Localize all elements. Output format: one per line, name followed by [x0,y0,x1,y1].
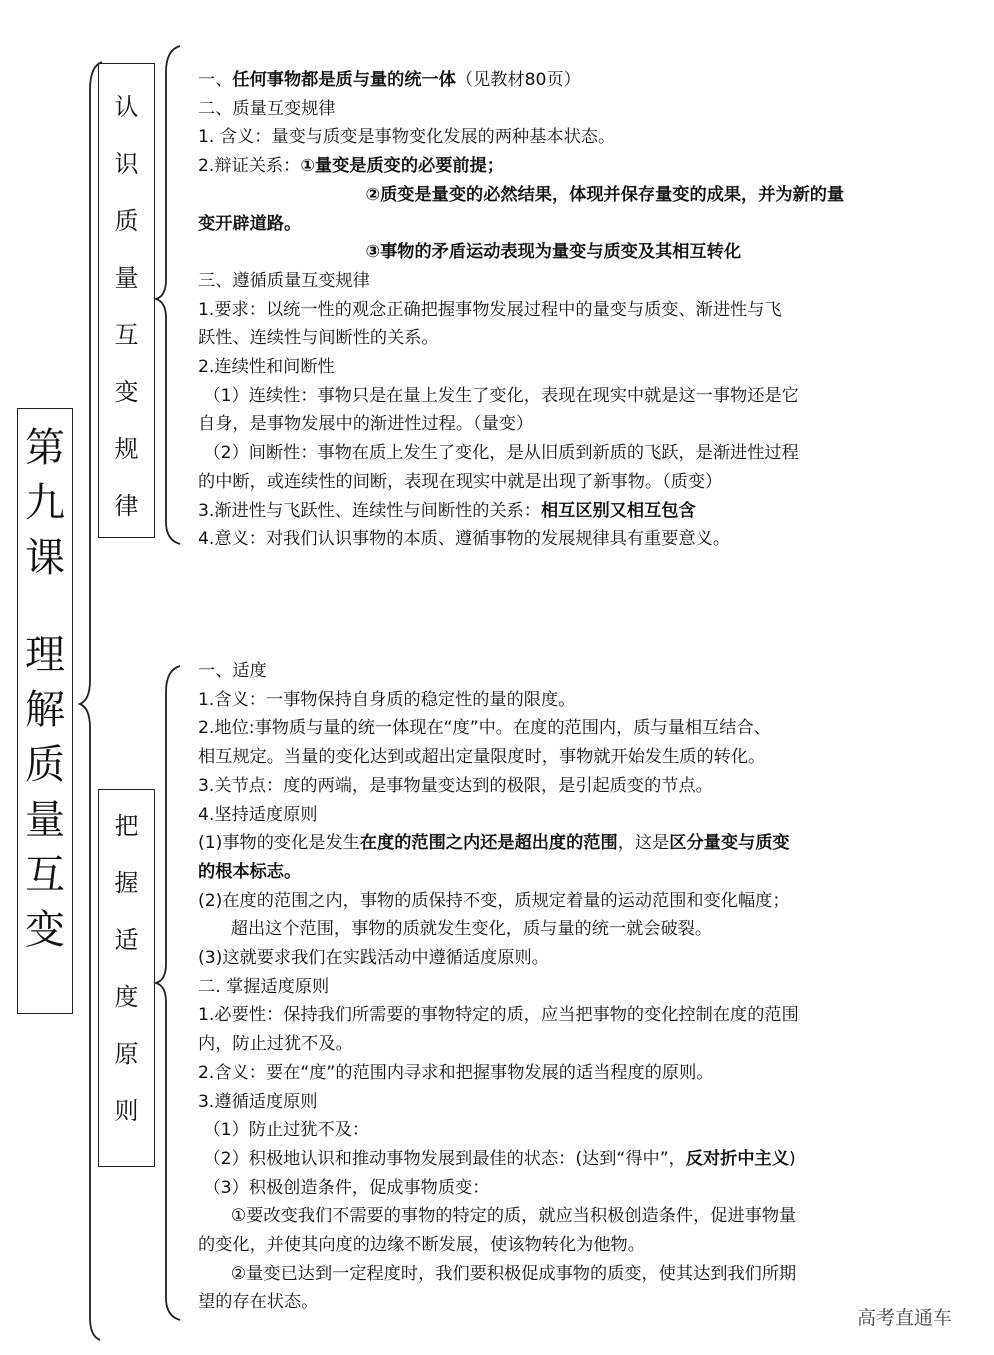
watermark-text: 高考直通车 [857,1307,953,1329]
chapter-title-char: 变 [25,907,65,953]
text: 一、适度 [198,661,267,681]
text: ，这是 [617,833,670,854]
text: （见教材80页） [455,70,581,90]
content-line [198,353,964,382]
section1-title-char: 互 [114,321,139,349]
content-line [198,915,964,944]
chapter-title-char: 互 [25,852,65,898]
content-line [198,296,964,325]
text: 望的存在状态。 [198,1292,319,1313]
text: (2)在度的范围之内，事物的质保持不变，质规定着量的运动范围和变化幅度； [198,890,790,911]
section2-title-char: 度 [114,983,139,1011]
section2-title-char: 握 [114,869,139,897]
section1-title-char: 认 [114,93,139,121]
text: 2.地位:事物质与量的统一体现在“度”中。在度的范围内，质与量相互结合、 [198,718,771,739]
section1-title-char: 律 [114,492,139,520]
text: 3.渐进性与飞跃性、连续性与间断性的关系： [198,500,541,521]
content-line [198,887,964,916]
text: 2.辩证关系： [198,156,301,177]
text: （1）防止过犹不及： [198,1120,370,1141]
content-line [198,382,964,411]
content-line [198,66,964,95]
section2-title-char: 把 [114,812,139,840]
content-line [198,772,964,801]
text: 1.必要性：保持我们所需要的事物特定的质，应当把事物的变化控制在度的范围 [198,1005,799,1026]
content-line [198,410,964,439]
content-line [198,1231,964,1260]
section2-title-box [98,789,155,1167]
text: 二、质量互变规律 [198,98,336,119]
chapter-title-char: 课 [25,535,65,581]
section1-title-char: 变 [114,378,139,406]
chapter-title-box [17,408,73,1014]
text: （2）积极地认识和推动事物发展到最佳的状态：(达到“得中”， [198,1148,686,1169]
bold-text: ③事物的矛盾运动表现为量变与质变及其相互转化 [198,242,742,263]
text: 1. 含义：量变与质变是事物变化发展的两种基本状态。 [198,127,616,148]
chapter-title-char: 九 [25,480,65,526]
content-line [198,238,964,267]
text: 二. 掌握适度原则 [198,976,330,997]
text: 1.要求：以统一性的观念正确把握事物发展过程中的量变与质变、渐进性与飞 [198,299,782,320]
bold-text: 任何事物都是质与量的统一体 [232,70,456,90]
section2-title-char: 原 [114,1040,139,1068]
text: 3.遵循适度原则 [198,1091,318,1112]
content-line [198,829,964,858]
content-line [198,714,964,743]
content-line [198,210,964,239]
content-line [198,95,964,124]
bold-text: ①量变是质变的必要前提； [300,156,504,177]
text: ②量变已达到一定程度时，我们要积极促成事物的质变，使其达到我们所期 [198,1263,797,1284]
text: 3.关节点：度的两端，是事物量变达到的极限，是引起质变的节点。 [198,775,713,796]
content-line [198,801,964,830]
text: 的变化，并使其向度的边缘不断发展，使该物转化为他物。 [198,1235,645,1256]
content-line [198,1145,964,1174]
section1-title-char: 规 [114,435,139,463]
content-line [198,686,964,715]
text: (3)这就要求我们在实践活动中遵循适度原则。 [198,948,549,969]
section1-title-box [98,63,155,538]
chapter-title-char: 第 [25,425,65,471]
text: 内，防止过犹不及。 [198,1034,353,1055]
content-line [198,439,964,468]
content-line [198,1174,964,1203]
text: 三、遵循质量互变规律 [198,270,370,291]
content-line [198,858,964,887]
content-line [198,1202,964,1231]
text: 跃性、连续性与间断性的关系。 [198,328,439,349]
content-line [198,1030,964,1059]
content-line [198,1001,964,1030]
section2-title-char: 适 [114,926,139,954]
bold-text: ②质变是量变的必然结果，体现并保存量变的成果，并为新的量 [198,184,845,205]
text: 4.意义：对我们认识事物的本质、遵循事物的发展规律具有重要意义。 [198,529,731,550]
content-line [198,973,964,1002]
text: 4.坚持适度原则 [198,804,318,825]
chapter-title-char: 理 [25,632,65,678]
text: ①要改变我们不需要的事物的特定的质，就应当积极创造条件，促进事物量 [198,1206,797,1227]
content-line [198,1116,964,1145]
section2-brace [156,666,180,1320]
content-line [198,525,964,554]
text: (1)事物的变化是发生 [198,833,360,854]
section1-content [198,66,964,554]
text: 的中断，或连续性的间断，表现在现实中就是出现了新事物。（质变） [198,471,723,492]
chapter-title-char: 质 [25,742,65,788]
bold-text: 相互区别又相互包含 [540,500,696,521]
content-line [198,123,964,152]
text: （1）连续性：事物只是在量上发生了变化，表现在现实中就是这一事物还是它 [198,385,799,406]
text: 自身，是事物发展中的渐进性过程。（量变） [198,414,534,435]
content-line [198,181,964,210]
section2-title-char: 则 [114,1097,139,1125]
content-line [198,743,964,772]
text: （3）积极创造条件，促成事物质变： [198,1177,490,1198]
bold-text: 变开辟道路。 [198,213,302,234]
text: 相互规定。当量的变化达到或超出定量限度时，事物就开始发生质的转化。 [198,747,766,768]
section1-title-char: 质 [114,207,139,235]
text: 2.连续性和间断性 [198,357,335,378]
section2-content [198,657,964,1317]
content-line [198,1288,964,1317]
chapter-title-char: 量 [25,797,65,843]
content-line [198,1059,964,1088]
text: ) [788,1148,796,1169]
content-line [198,468,964,497]
section1-title-char: 识 [114,150,139,178]
bold-text: 的根本标志。 [198,861,302,882]
content-line [198,152,964,181]
text: 2.含义：要在“度”的范围内寻求和把握事物发展的适当程度的原则。 [198,1062,714,1083]
bold-text: 反对折中主义 [685,1148,789,1169]
text: 超出这个范围，事物的质就发生变化，质与量的统一就会破裂。 [198,919,713,940]
content-line [198,267,964,296]
section1-brace [156,46,180,544]
text: 1.含义：一事物保持自身质的稳定性的量的限度。 [198,689,576,710]
content-line [198,657,964,686]
content-line [198,944,964,973]
text: 一、 [198,70,233,90]
text: （2）间断性：事物在质上发生了变化，是从旧质到新质的飞跃，是渐进性过程 [198,443,799,464]
content-line [198,497,964,526]
content-line [198,1088,964,1117]
bold-text: 在度的范围之内还是超出度的范围 [359,833,618,854]
chapter-title-char: 解 [25,687,65,733]
content-line [198,324,964,353]
bold-text: 区分量变与质变 [669,833,790,854]
content-line [198,1260,964,1289]
section1-title-char: 量 [114,264,139,292]
